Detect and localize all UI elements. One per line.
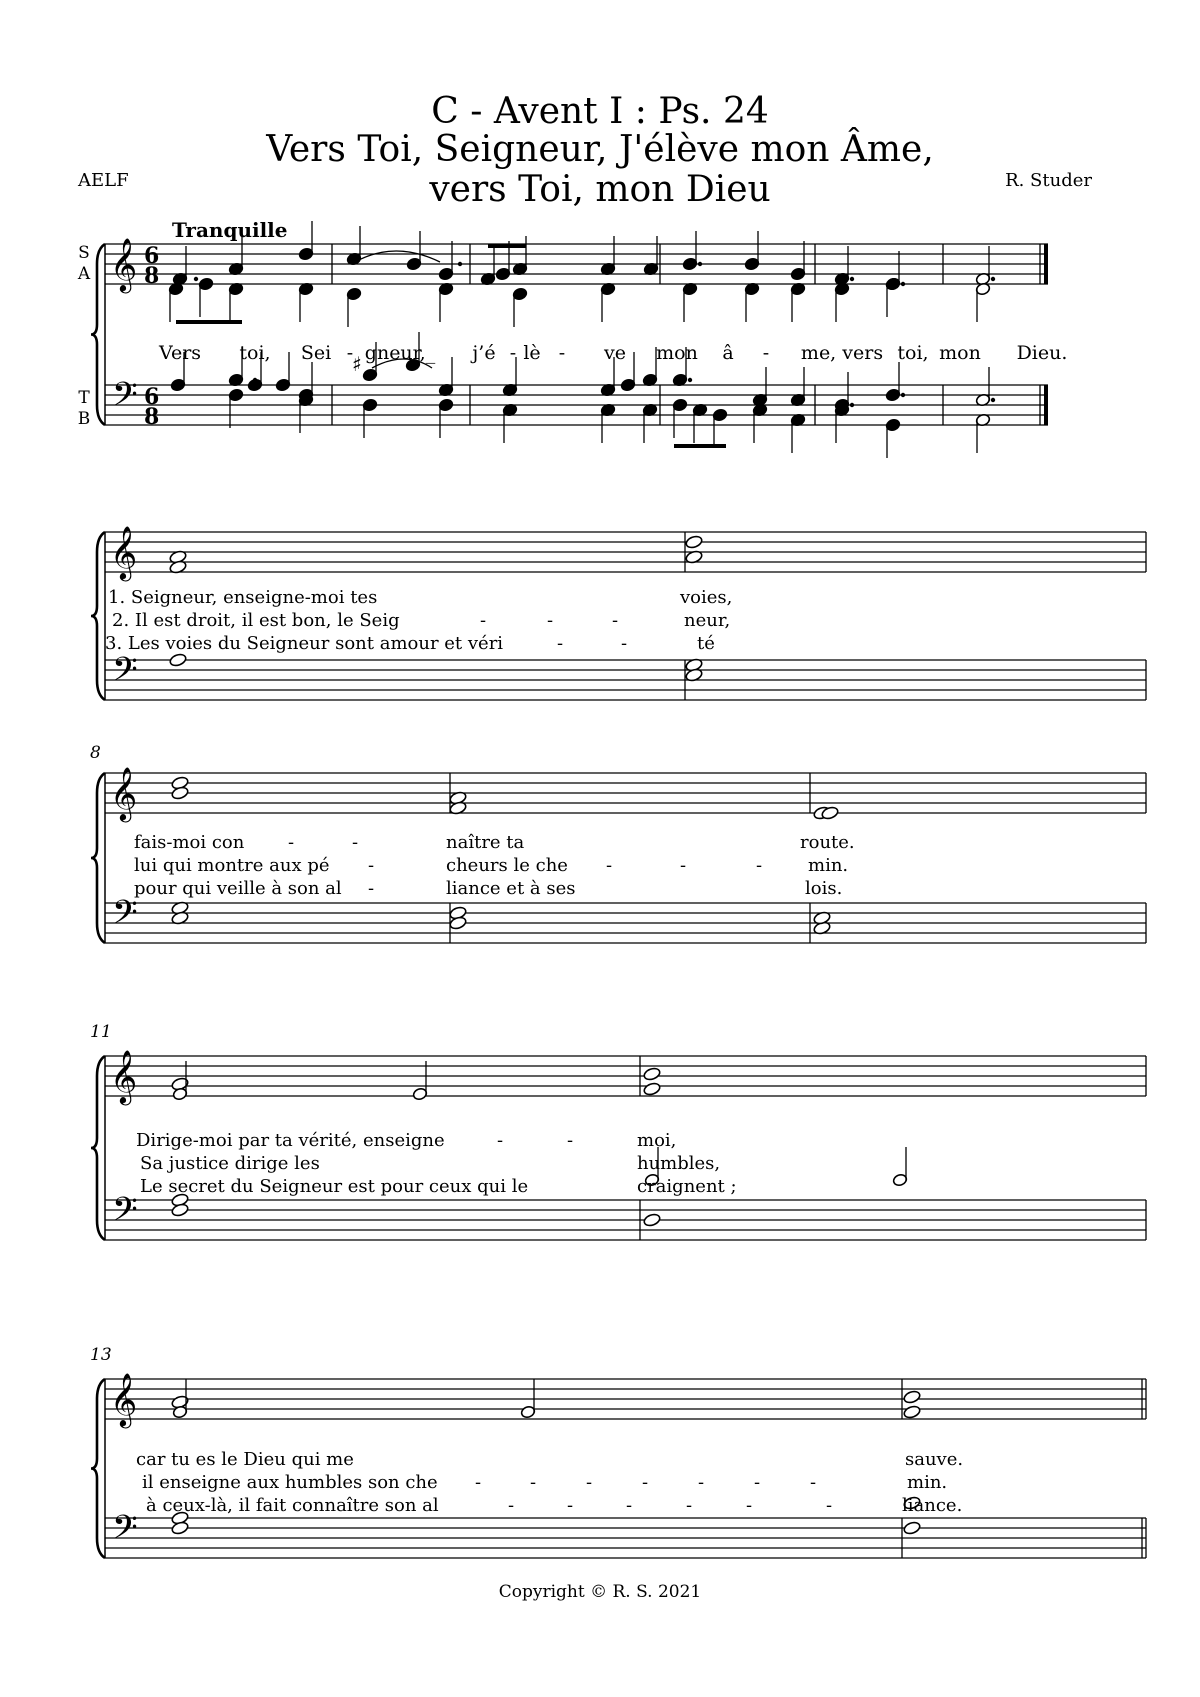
verse-2-text: min.: [808, 855, 849, 876]
verse-1-text: voies,: [680, 587, 733, 608]
verse-3-text: -: [626, 1495, 633, 1516]
augmentation-dot: [506, 388, 510, 392]
augmentation-dot: [991, 277, 995, 281]
refrain-syllable: â: [722, 342, 734, 364]
title-line-3: vers Toi, mon Dieu: [429, 169, 771, 210]
augmentation-dot: [688, 378, 692, 382]
refrain-syllable: mon: [939, 342, 981, 364]
refrain-syllable: mon: [656, 342, 698, 364]
voice-label-a: A: [77, 264, 91, 284]
augmentation-dot: [458, 262, 462, 266]
upper-voice-note: [903, 1405, 921, 1420]
verse-1-text: -: [288, 832, 295, 853]
verse-1-text: naître ta: [446, 832, 525, 853]
verse-1-text: -: [497, 1130, 504, 1151]
composer-credit: R. Studer: [1005, 170, 1092, 191]
refrain-syllable: Vers: [158, 342, 202, 364]
verse-1-text: moi,: [637, 1130, 677, 1151]
verse-3-text: -: [368, 878, 375, 899]
time-signature-numerator: 6: [144, 384, 160, 410]
treble-clef: 𝄞: [110, 1049, 138, 1103]
title-line-1: C - Avent I : Ps. 24: [431, 91, 769, 132]
verse-3-text: à ceux-là, il fait connaître son al: [146, 1495, 439, 1516]
upper-voice-note: [643, 1082, 661, 1097]
verse-1-text: fais-moi con: [134, 832, 245, 853]
augmentation-dot: [850, 403, 854, 407]
refrain-syllable: -: [509, 342, 517, 364]
upper-voice-note: [903, 1390, 921, 1405]
upper-voice-note: [643, 1067, 661, 1082]
voice-label-t: T: [78, 388, 90, 408]
verse-3-text: -: [508, 1495, 515, 1516]
verse-2-text: -: [642, 1472, 649, 1493]
bass-clef: 𝄢: [112, 1509, 138, 1555]
verse-2-text: min.: [907, 1472, 948, 1493]
tempo-marking: Tranquille: [172, 218, 288, 242]
verse-2-text: -: [368, 855, 375, 876]
treble-clef: 𝄞: [110, 766, 138, 820]
verse-1-text: -: [352, 832, 359, 853]
treble-clef: 𝄞: [110, 525, 138, 579]
verse-3-text: -: [567, 1495, 574, 1516]
upper-voice-note: [685, 535, 703, 550]
verse-3-text: -: [686, 1495, 693, 1516]
bass-clef: 𝄢: [112, 1191, 138, 1237]
verse-1-text: route.: [800, 832, 855, 853]
verse-2-text: -: [756, 855, 763, 876]
refrain-syllable: j’é: [472, 342, 496, 364]
copyright-notice: Copyright © R. S. 2021: [498, 1582, 702, 1602]
verse-3-text: -: [746, 1495, 753, 1516]
verse-2-text: -: [586, 1472, 593, 1493]
slur: [355, 251, 440, 262]
verse-2-text: -: [698, 1472, 705, 1493]
verse-3-text: té: [697, 633, 715, 654]
verse-3-text: pour qui veille à son al: [134, 878, 342, 899]
refrain-syllable: ve: [604, 342, 626, 364]
verse-2-text: neur,: [684, 610, 731, 631]
verse-3-text: craignent ;: [637, 1176, 737, 1197]
augmentation-dot: [698, 262, 702, 266]
refrain-syllable: me, vers: [800, 342, 884, 364]
augmentation-dot: [901, 393, 905, 397]
lower-voice-note: [903, 1521, 921, 1536]
bass-clef: 𝄢: [112, 651, 138, 697]
refrain-syllable: -: [346, 342, 354, 364]
verse-1-text: 1. Seigneur, enseigne-moi tes: [108, 587, 378, 608]
verse-2-text: il enseigne aux humbles son che: [142, 1472, 438, 1493]
system-bracket: [91, 773, 105, 943]
verse-3-text: liance.: [902, 1495, 963, 1516]
time-signature-denominator: 8: [144, 404, 160, 430]
refrain-syllable: -: [762, 342, 770, 364]
refrain-syllable: gneur,_: [364, 342, 436, 364]
sharp-accidental: ♯: [352, 352, 362, 376]
verse-2-text: -: [475, 1472, 482, 1493]
system-bracket: [91, 244, 105, 425]
verse-2-text: -: [612, 610, 619, 631]
treble-clef: 𝄞: [110, 1372, 138, 1426]
verse-1-text: car tu es le Dieu qui me: [136, 1449, 354, 1470]
bass-clef: 𝄢: [112, 894, 138, 940]
verse-2-text: Sa justice dirige les: [140, 1153, 320, 1174]
measure-number: 8: [90, 743, 101, 763]
verse-2-text: cheurs le che: [446, 855, 568, 876]
augmentation-dot: [901, 282, 905, 286]
measure-number: 13: [90, 1345, 112, 1365]
voice-label-b: B: [77, 409, 91, 429]
verse-3-text: -: [557, 633, 564, 654]
treble-clef: 𝄞: [110, 237, 138, 291]
verse-2-text: -: [680, 855, 687, 876]
time-signature-numerator: 6: [144, 243, 160, 269]
verse-2-text: humbles,: [637, 1153, 721, 1174]
time-signature-denominator: 8: [144, 263, 160, 289]
refrain-syllable: toi,: [897, 342, 929, 364]
verse-2-text: -: [480, 610, 487, 631]
refrain-syllable: Dieu.: [1016, 342, 1068, 364]
lyricist-credit: AELF: [78, 170, 129, 191]
verse-3-text: lois.: [805, 878, 843, 899]
bass-clef: 𝄢: [112, 376, 138, 422]
verse-2-text: -: [754, 1472, 761, 1493]
verse-1-text: Dirige-moi par ta vérité, enseigne: [136, 1130, 445, 1151]
verse-2-text: -: [606, 855, 613, 876]
verse-2-text: lui qui montre aux pé: [134, 855, 330, 876]
refrain-syllable: toi,: [239, 342, 271, 364]
verse-2-text: 2. Il est droit, il est bon, le Seig: [112, 610, 400, 631]
verse-3-text: -: [826, 1495, 833, 1516]
augmentation-dot: [850, 277, 854, 281]
lower-voice-note: [169, 653, 187, 668]
refrain-syllable: -: [558, 342, 566, 364]
augmentation-dot: [194, 277, 198, 281]
verse-3-text: -: [621, 633, 628, 654]
system-bracket: [91, 532, 105, 700]
system-bracket: [91, 1056, 105, 1240]
verse-3-text: 3. Les voies du Seigneur sont amour et véri: [105, 633, 504, 654]
system-bracket: [91, 1379, 105, 1558]
verse-3-text: liance et à ses: [446, 878, 576, 899]
verse-3-text: Le secret du Seigneur est pour ceux qui le: [140, 1176, 529, 1197]
verse-2-text: -: [530, 1472, 537, 1493]
verse-1-text: -: [567, 1130, 574, 1151]
title-line-2: Vers Toi, Seigneur, J'élève mon Âme,: [266, 129, 934, 170]
voice-label-s: S: [78, 243, 90, 263]
verse-1-text: sauve.: [905, 1449, 964, 1470]
refrain-syllable: lè: [523, 342, 541, 364]
verse-2-text: -: [810, 1472, 817, 1493]
lower-voice-note: [643, 1213, 661, 1228]
augmentation-dot: [253, 378, 257, 382]
refrain-syllable: Sei: [300, 342, 332, 364]
augmentation-dot: [991, 398, 995, 402]
measure-number: 11: [90, 1022, 112, 1042]
verse-2-text: -: [547, 610, 554, 631]
